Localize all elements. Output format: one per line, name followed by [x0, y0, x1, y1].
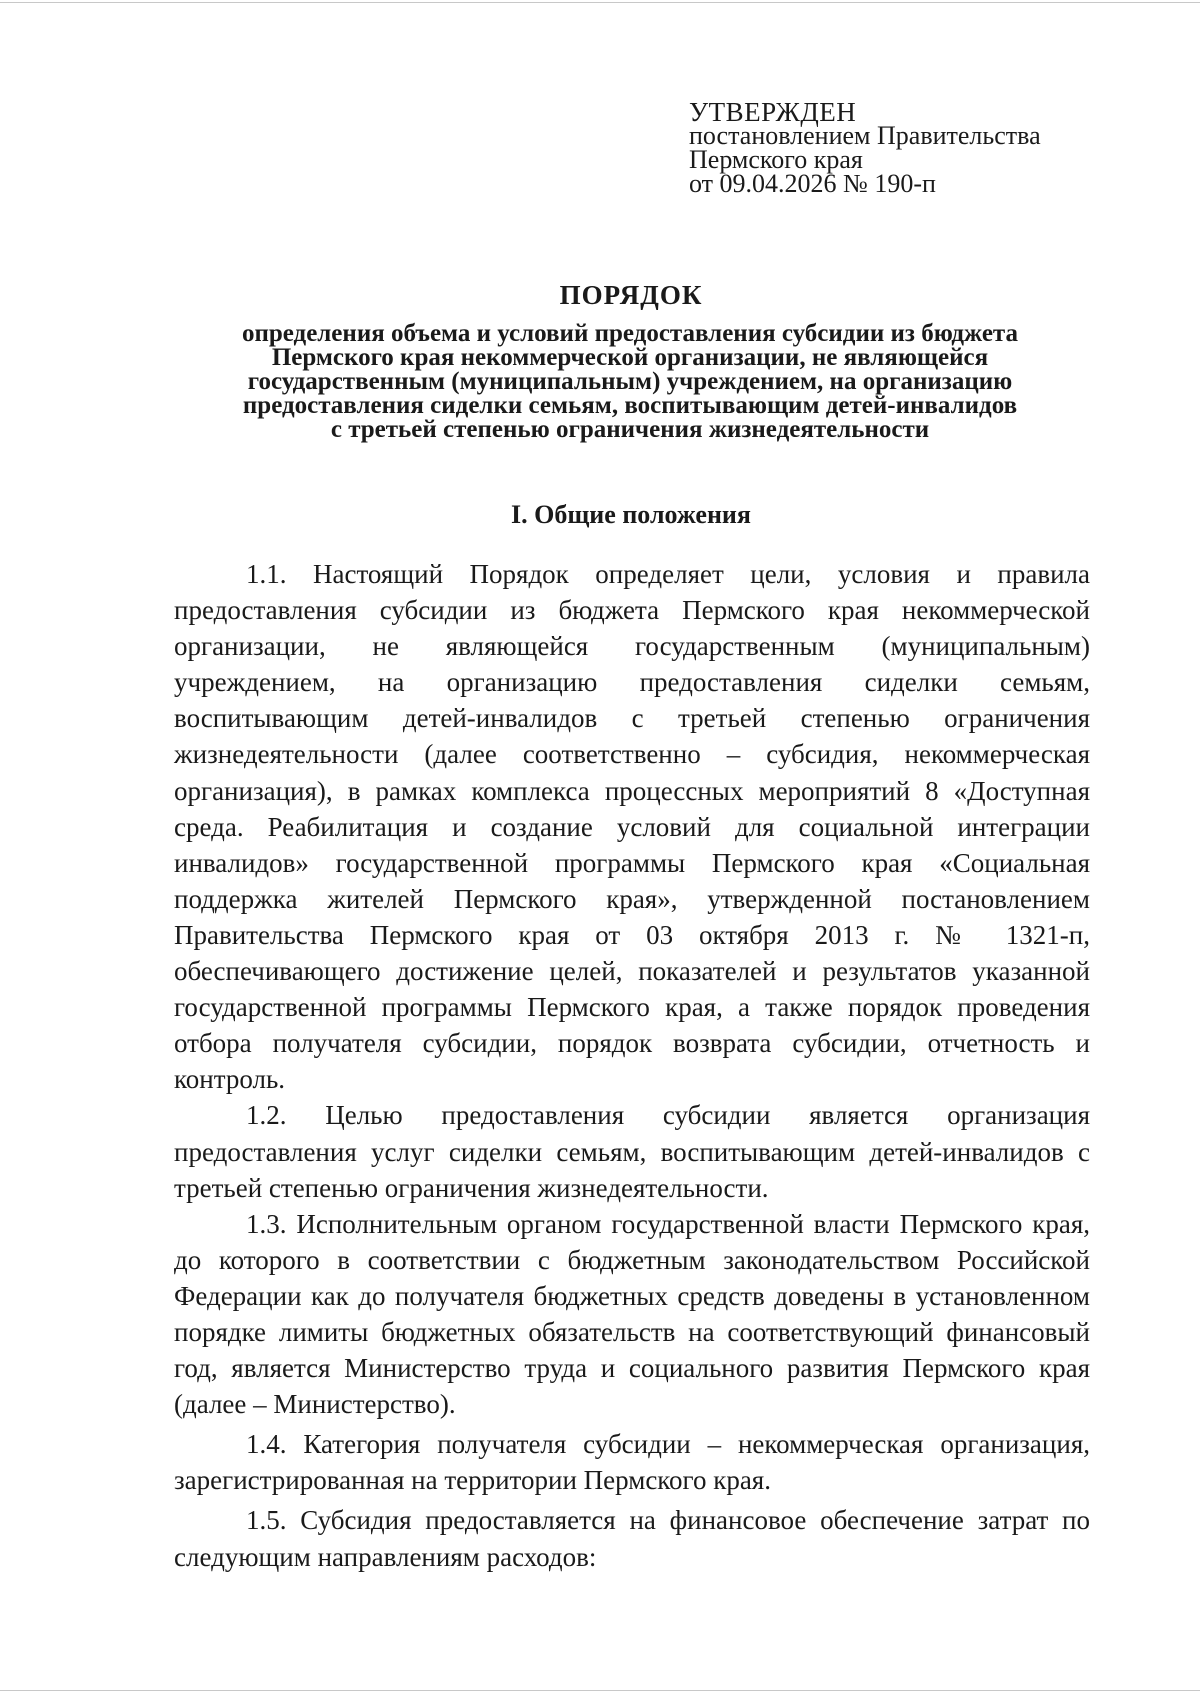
scan-edge-bottom [0, 1690, 1200, 1691]
paragraph-1-1 [174, 556, 1090, 1097]
document-title: ПОРЯДОК [559, 280, 703, 310]
subtitle-line: предоставления сиделки семьям, воспитывающим детей-инвалидов [242, 392, 1018, 419]
approval-line-3: от 09.04.2026 № 190-п [689, 169, 936, 198]
paragraph-text: Настоящий Порядок определяет цели, условия и правила предоставления субсидии из бюджета Пермского края некоммерческой организации, не являющейся государственным (муниципальным) учреждением, на организацию предоставления сиделки семьям, воспитывающим детей-инвалидов с третьей степенью ограничения жизнедеятельности (далее соответственно – субсидия, некоммерческая организация), в рамках комплекса процессных мероприятий 8 «Доступная среда. Реабилитация и создание условий для социальной интеграции инвалидов» государственной программы Пермского края «Социальная поддержка жителей Пермского края», утвержденной постановлением Правительства Пермского края от 03 октября 2013 г. № 1321-п, обеспечивающего достижение целей, показателей и результатов указанной государственной программы Пермского края, а также порядок проведения отбора получателя субсидии, порядок возврата субсидии, отчетность и контроль. [174, 559, 1091, 1095]
paragraph-1-2 [174, 1097, 1090, 1205]
body-text [174, 556, 1090, 1575]
paragraph-1-4 [174, 1426, 1090, 1498]
paragraph-number: 1.5. [246, 1505, 287, 1536]
paragraph-number: 1.1. [246, 559, 287, 589]
paragraph-text: Субсидия предоставляется на финансовое обеспечение затрат по следующим направлениям расходов: [174, 1505, 1091, 1572]
approval-line-1: постановлением Правительства [689, 121, 1041, 150]
paragraph-text: Категория получателя субсидии – некоммерческая организация, зарегистрированная на территории Пермского края. [174, 1429, 1090, 1496]
paragraph-1-3 [174, 1206, 1090, 1423]
paragraph-number: 1.4. [246, 1429, 287, 1460]
approval-block [689, 97, 1041, 198]
document-subtitle [160, 322, 1100, 442]
paragraph-text: Целью предоставления субсидии является организация предоставления услуг сиделки семьям, воспитывающим детей-инвалидов с третьей степенью ограничения жизнедеятельности. [174, 1100, 1090, 1203]
section-heading: I. Общие положения [511, 500, 751, 529]
subtitle-line: государственным (муниципальным) учреждением, на организацию [247, 368, 1013, 395]
approval-status: УТВЕРЖДЕН [689, 97, 857, 127]
paragraph-number: 1.2. [246, 1100, 287, 1131]
paragraph-1-5 [174, 1502, 1090, 1574]
subtitle-line: Пермского края некоммерческой организации, не являющейся [271, 344, 989, 371]
paragraph-text: Исполнительным органом государственной власти Пермского края, до которого в соответствии с бюджетным законодательством Российской Федерации как до получателя бюджетных средств доведены в установленном порядке лимиты бюджетных обязательств на соответствующий финансовый год, является Министерство труда и социального развития Пермского края (далее – Министерство). [174, 1208, 1090, 1420]
approval-line-2: Пермского края [689, 145, 863, 174]
paragraph-number: 1.3. [246, 1208, 287, 1239]
subtitle-line: определения объема и условий предоставления субсидии из бюджета [241, 320, 1019, 347]
subtitle-line: с третьей степенью ограничения жизнедеятельности [330, 416, 930, 443]
scan-edge-top [0, 2, 1200, 3]
